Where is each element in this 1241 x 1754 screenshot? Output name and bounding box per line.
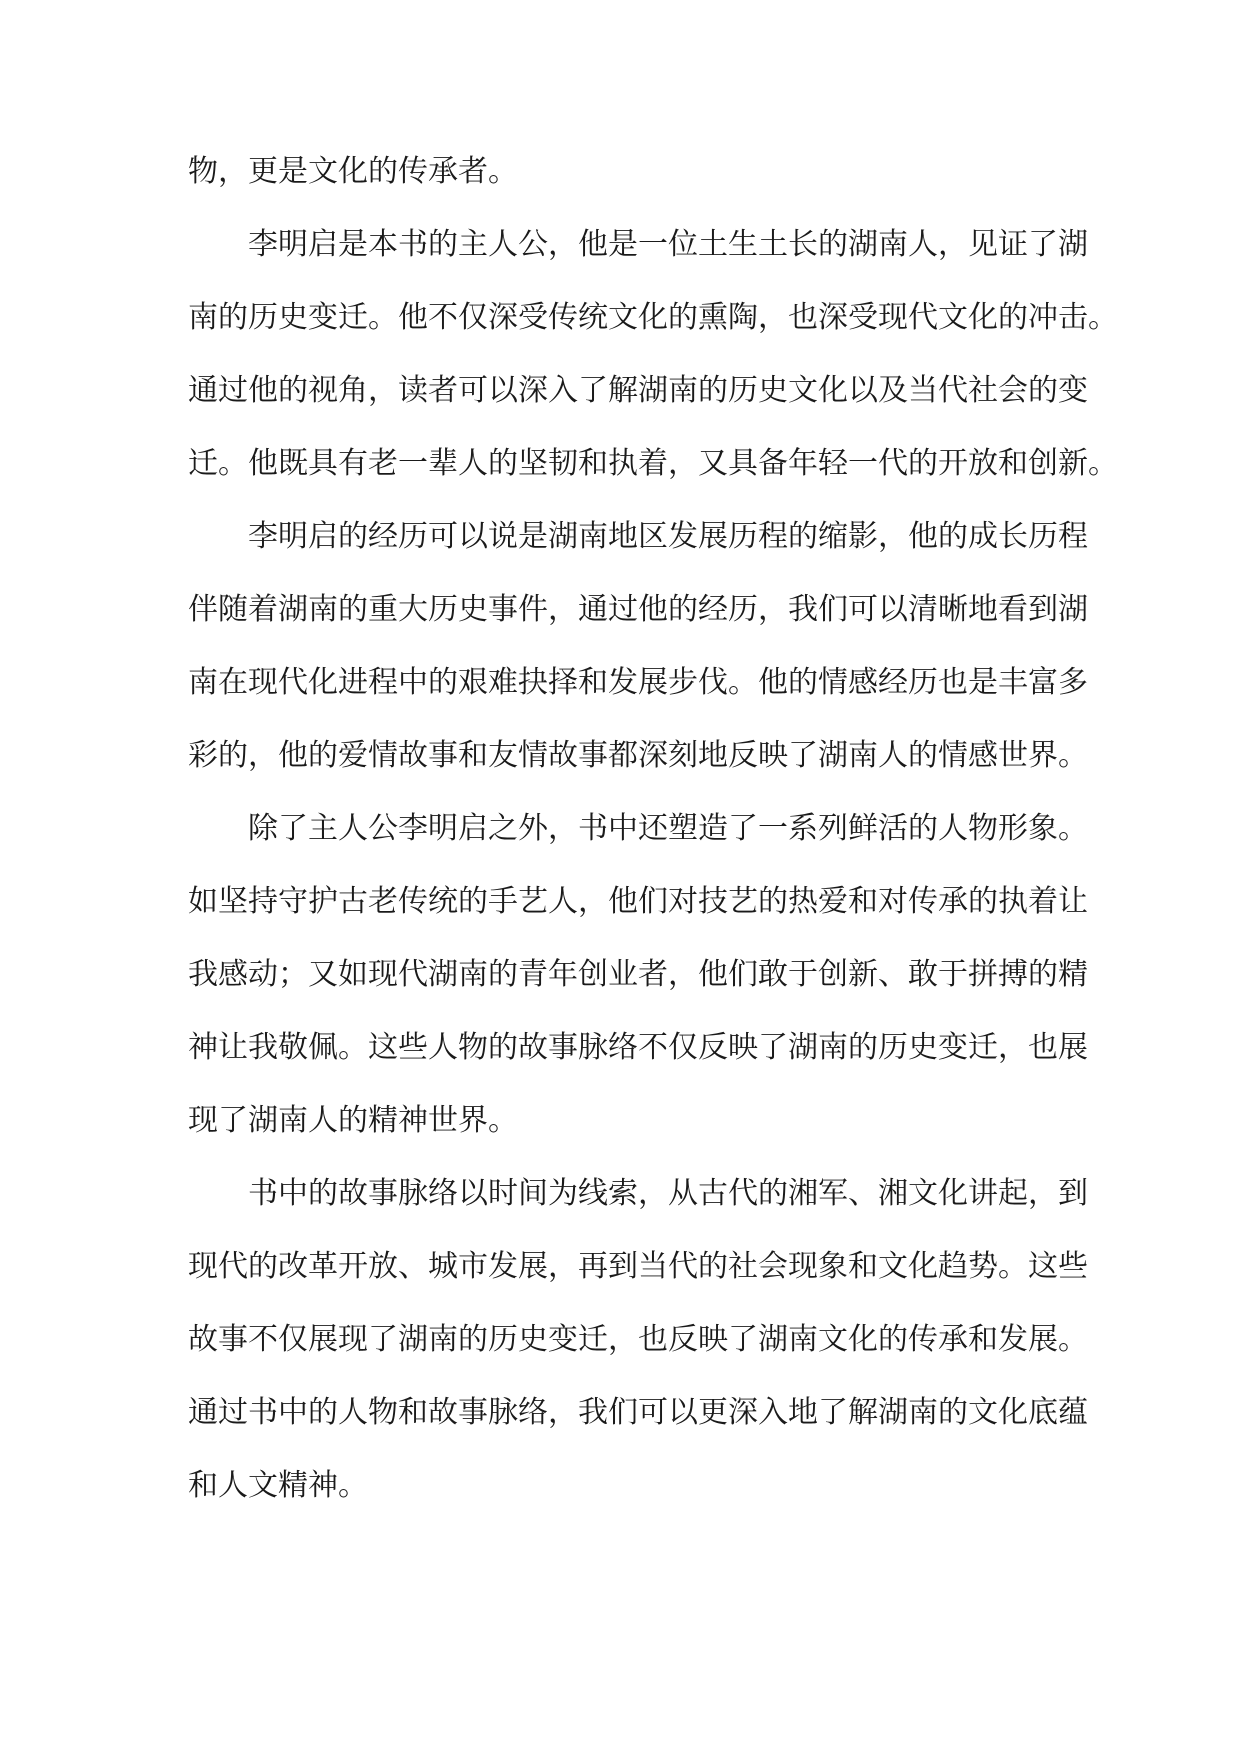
- text-line: 书中的故事脉络以时间为线索，从古代的湘军、湘文化讲起，到: [248, 1176, 1088, 1211]
- text-line: 我感动；又如现代湖南的青年创业者，他们敢于创新、敢于拼搏的精: [188, 957, 1088, 992]
- text-line: 李明启是本书的主人公，他是一位土生土长的湖南人，见证了湖: [248, 227, 1088, 262]
- text-line: 彩的，他的爱情故事和友情故事都深刻地反映了湖南人的情感世界。: [188, 738, 1088, 773]
- text-line: 故事不仅展现了湖南的历史变迁，也反映了湖南文化的传承和发展。: [188, 1322, 1088, 1357]
- text-line: 迁。他既具有老一辈人的坚韧和执着，又具备年轻一代的开放和创新。: [188, 446, 1118, 481]
- text-line: 现代的改革开放、城市发展，再到当代的社会现象和文化趋势。这些: [188, 1249, 1088, 1284]
- document-body: [188, 142, 1118, 1529]
- text-line: 如坚持守护古老传统的手艺人，他们对技艺的热爱和对传承的执着让: [188, 884, 1088, 919]
- text-line: 南在现代化进程中的艰难抉择和发展步伐。他的情感经历也是丰富多: [188, 665, 1088, 700]
- text-line: 现了湖南人的精神世界。: [188, 1103, 518, 1138]
- text-line: 神让我敬佩。这些人物的故事脉络不仅反映了湖南的历史变迁，也展: [188, 1030, 1088, 1065]
- text-line: 物，更是文化的传承者。: [188, 154, 518, 189]
- text-line: 伴随着湖南的重大历史事件，通过他的经历，我们可以清晰地看到湖: [188, 592, 1088, 627]
- text-line: 除了主人公李明启之外，书中还塑造了一系列鲜活的人物形象。: [248, 811, 1088, 846]
- text-line: 李明启的经历可以说是湖南地区发展历程的缩影，他的成长历程: [248, 519, 1088, 554]
- text-line: 南的历史变迁。他不仅深受传统文化的熏陶，也深受现代文化的冲击。: [188, 300, 1118, 335]
- text-line: 和人文精神。: [188, 1468, 368, 1503]
- text-line: 通过他的视角，读者可以深入了解湖南的历史文化以及当代社会的变: [188, 373, 1088, 408]
- text-line: 通过书中的人物和故事脉络，我们可以更深入地了解湖南的文化底蕴: [188, 1395, 1088, 1430]
